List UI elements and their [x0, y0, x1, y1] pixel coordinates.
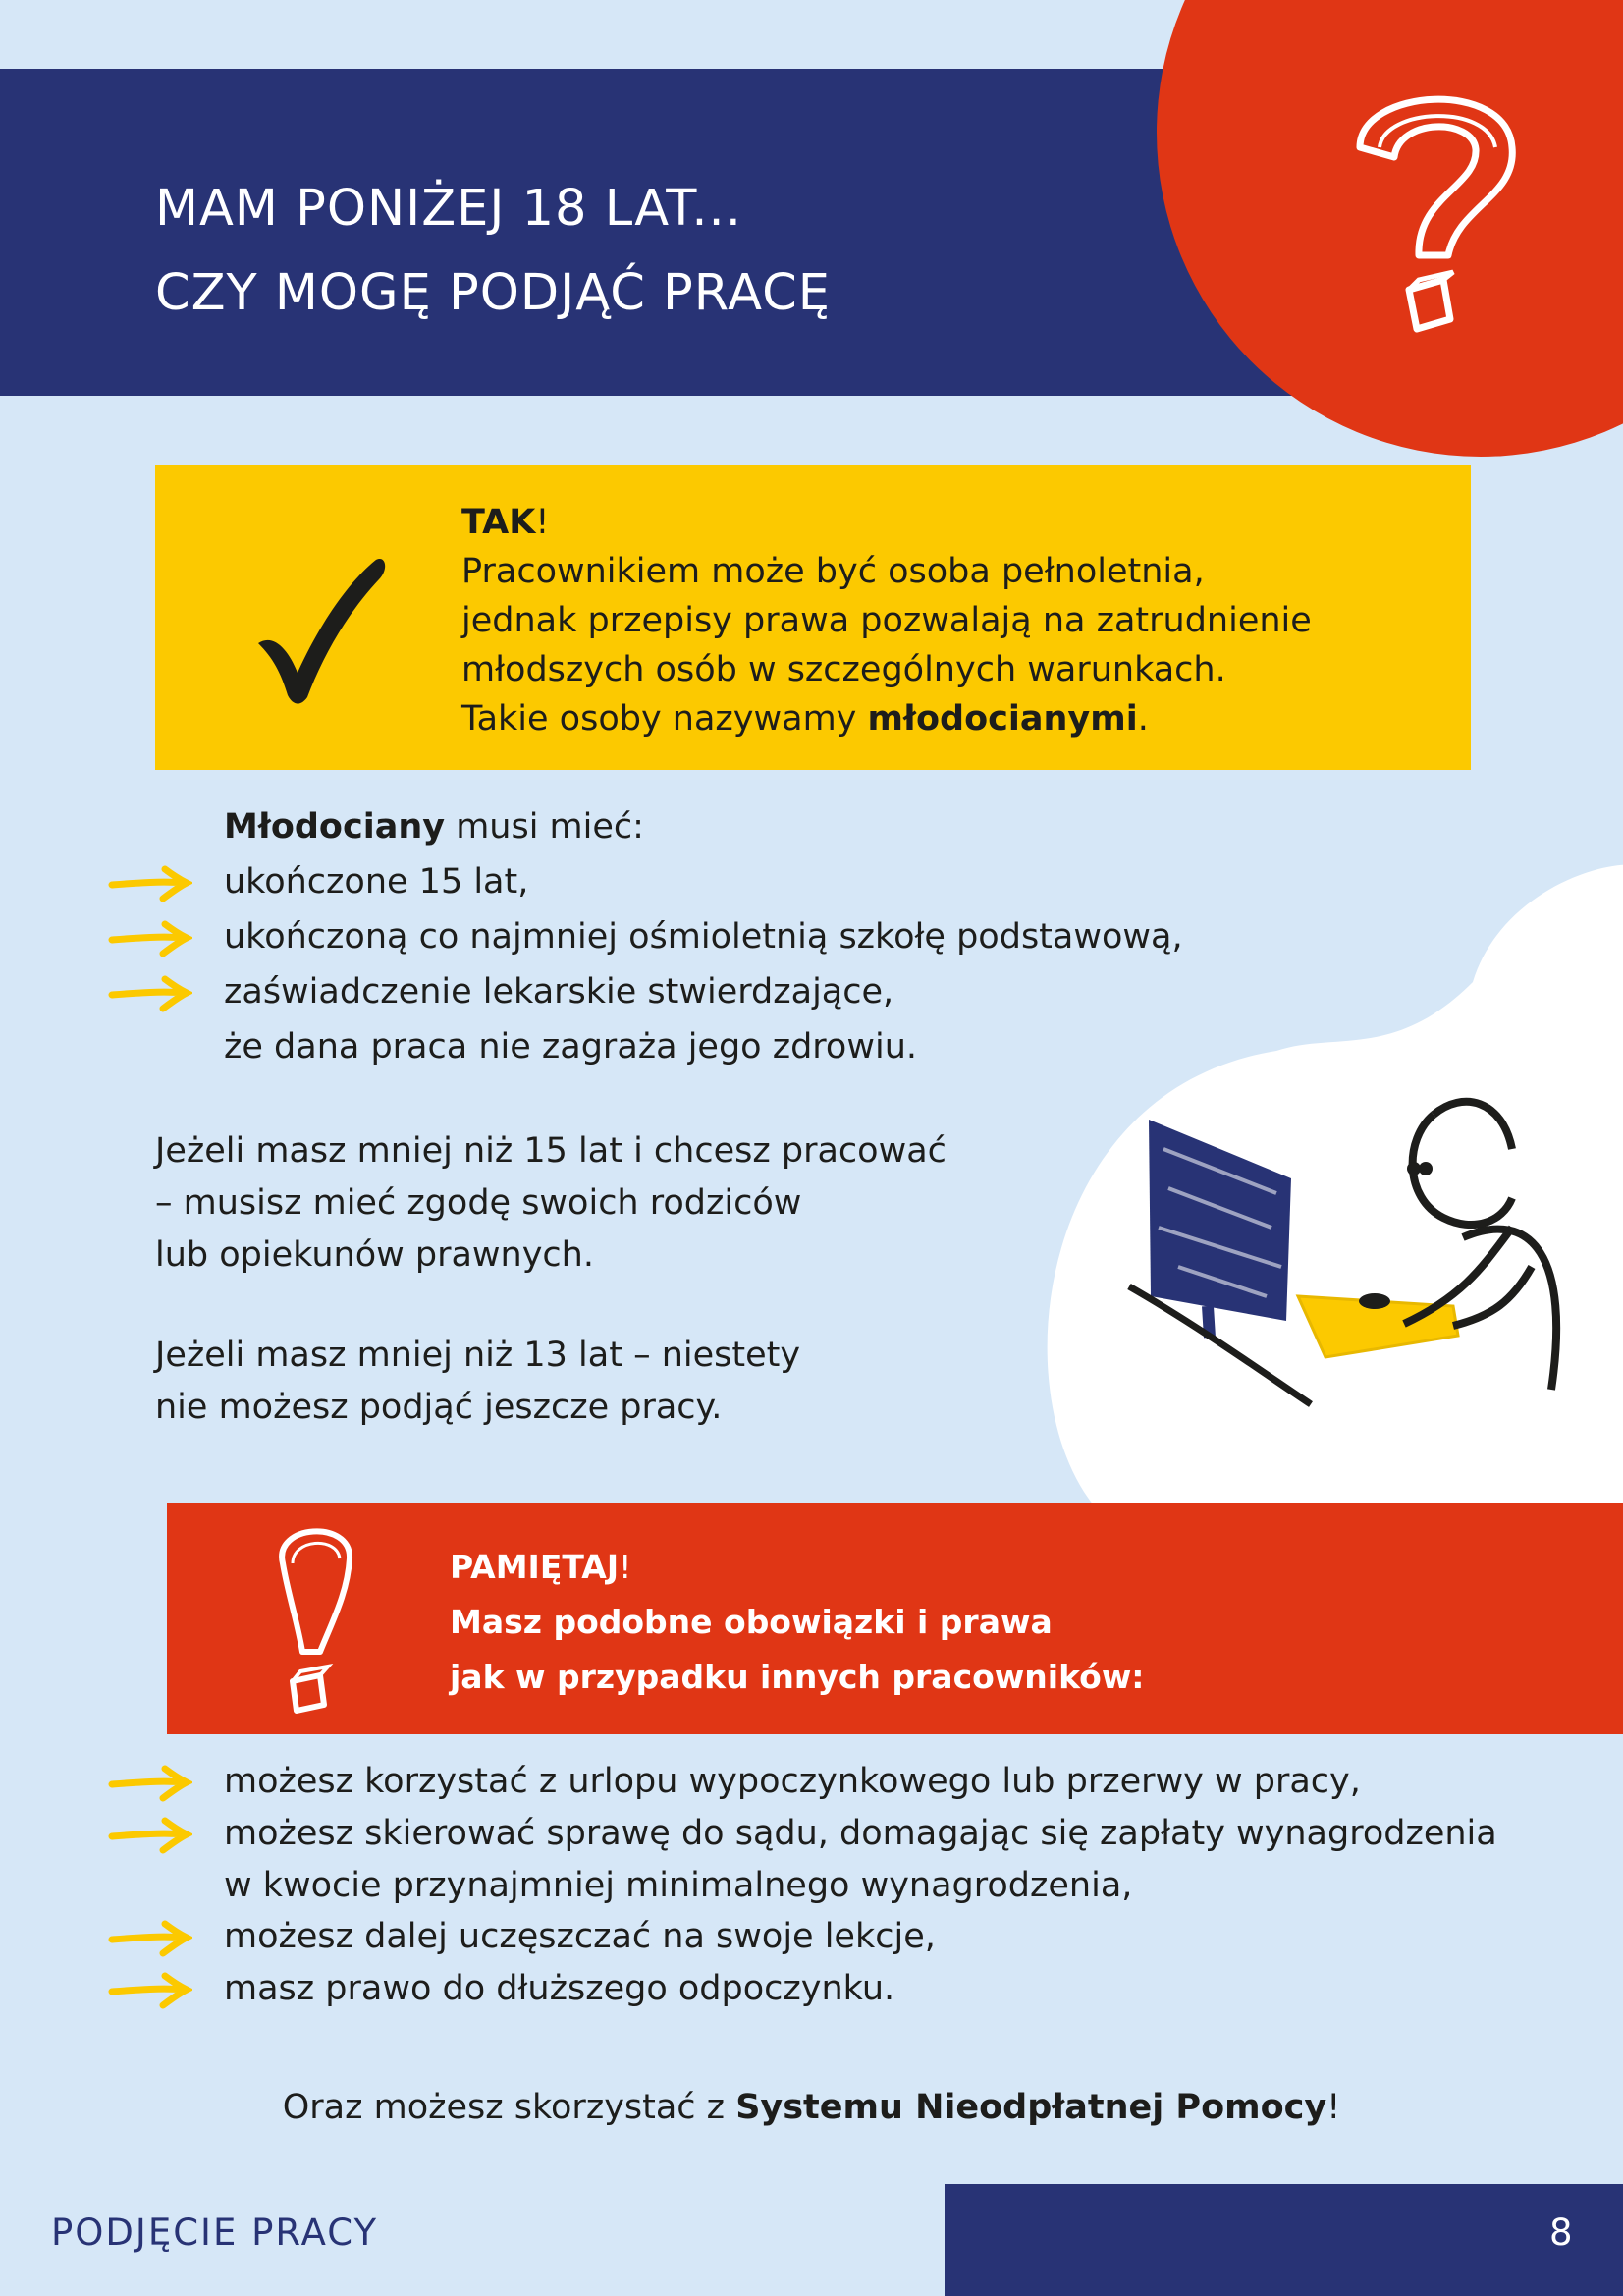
yes-line-4: Takie osoby nazywamy młodocianymi.	[461, 699, 1149, 738]
yes-line-3: młodszych osób w szczególnych warunkach.	[461, 650, 1226, 689]
rights-item: możesz skierować sprawę do sądu, domagając się zapłaty wynagrodzenia	[224, 1814, 1497, 1853]
arrow-icon	[108, 1970, 192, 2009]
arrow-icon	[108, 973, 192, 1012]
yes-line-1: Pracownikiem może być osoba pełnoletnia,	[461, 552, 1205, 591]
arrow-icon	[108, 1815, 192, 1854]
question-mark-icon	[1340, 79, 1537, 354]
requirement-item: ukończoną co najmniej ośmioletnią szkołę podstawową,	[224, 917, 1183, 957]
requirements-intro: Młodociany musi mieć:	[224, 807, 644, 847]
arrow-icon	[108, 918, 192, 957]
remember-heading: PAMIĘTAJ!	[450, 1548, 632, 1586]
requirement-item: zaświadczenie lekarskie stwierdzające,	[224, 972, 894, 1011]
yes-heading: TAK!	[461, 503, 550, 542]
rights-item: możesz dalej uczęszczać na swoje lekcje,	[224, 1917, 936, 1956]
rights-item-continued: w kwocie przynajmniej minimalnego wynagrodzenia,	[224, 1866, 1133, 1905]
under-15-paragraph: Jeżeli masz mniej niż 15 lat i chcesz pracować – musisz mieć zgodę swoich rodziców lub opiekunów prawnych.	[155, 1131, 947, 1275]
rights-item: możesz korzystać z urlopu wypoczynkowego lub przerwy w pracy,	[224, 1762, 1361, 1801]
arrow-icon	[108, 1763, 192, 1802]
closing-line: Oraz możesz skorzystać z Systemu Nieodpłatnej Pomocy!	[282, 2088, 1341, 2127]
exclamation-mark-icon	[263, 1524, 361, 1717]
rights-item: masz prawo do dłuższego odpoczynku.	[224, 1969, 895, 2008]
page-number: 8	[1549, 2212, 1573, 2254]
title-line-2: CZY MOGĘ PODJĄĆ PRACĘ	[155, 264, 831, 322]
arrow-icon	[108, 863, 192, 902]
title-line-1: MAM PONIŻEJ 18 LAT...	[155, 180, 742, 238]
page-title	[155, 167, 831, 336]
remember-text: PAMIĘTAJ! Masz podobne obowiązki i prawa jak w przypadku innych pracowników:	[450, 1540, 1145, 1705]
footer-band	[945, 2184, 1623, 2296]
arrow-icon	[108, 1918, 192, 1957]
yes-line-2: jednak przepisy prawa pozwalają na zatrudnienie	[461, 601, 1312, 640]
requirement-item-continued: że dana praca nie zagraża jego zdrowiu.	[224, 1027, 917, 1066]
footer-section-label: PODJĘCIE PRACY	[51, 2212, 379, 2254]
requirement-item: ukończone 15 lat,	[224, 862, 529, 902]
yes-box-text	[461, 498, 1312, 743]
check-mark-icon	[253, 550, 391, 707]
under-13-paragraph: Jeżeli masz mniej niż 13 lat – niestety nie możesz podjąć jeszcze pracy.	[155, 1336, 801, 1427]
